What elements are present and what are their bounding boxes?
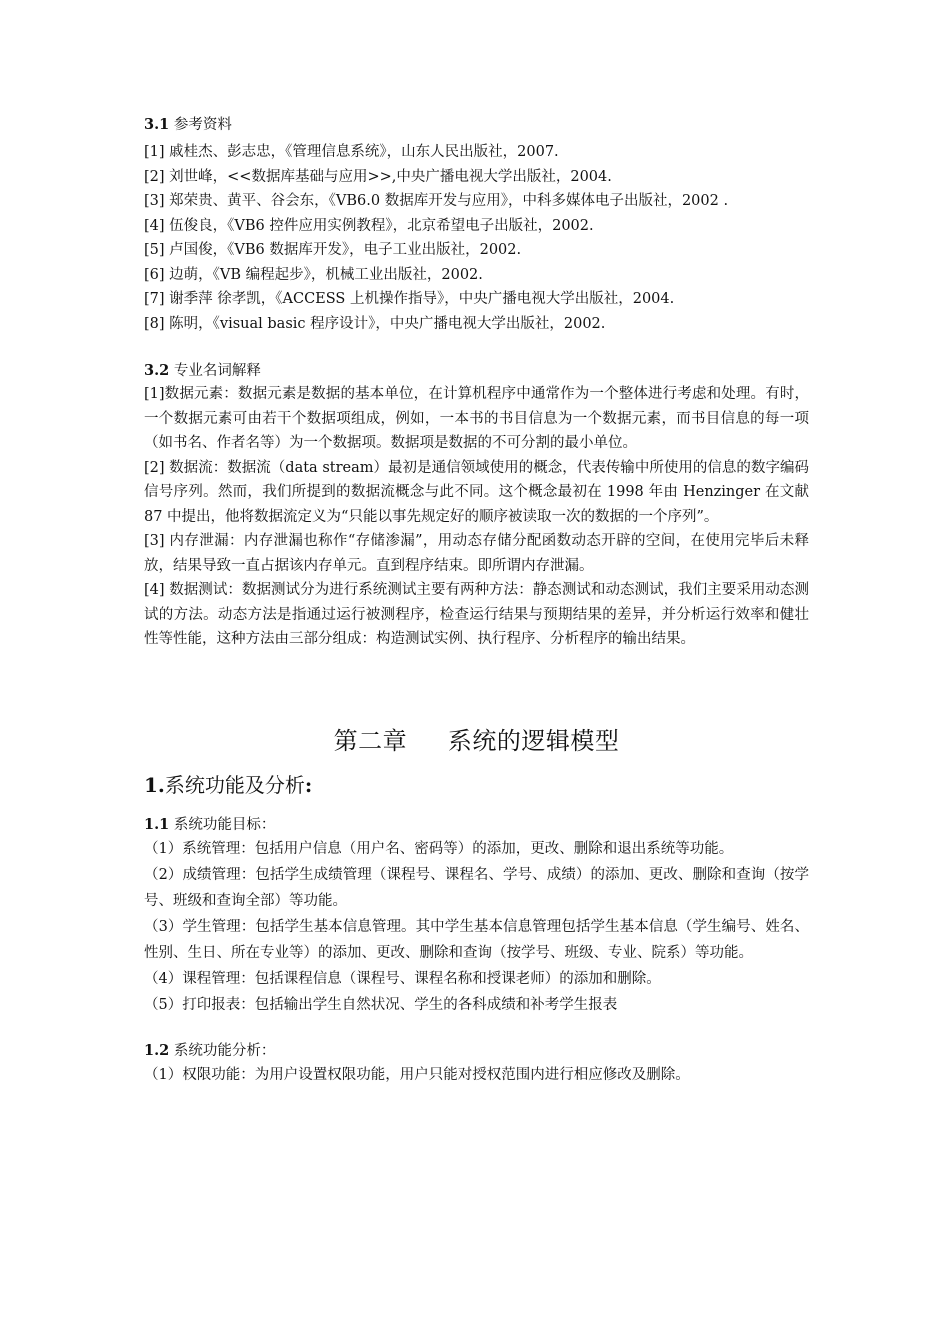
goals-heading-number: 1.1 (144, 815, 170, 833)
terms-heading-text: 专业名词解释 (169, 363, 261, 379)
section-heading-number: 1. (144, 772, 165, 797)
term-definition: [2] 数据流：数据流（data stream）最初是通信领域使用的概念，代表传输中所使用的信息的数字编码信号序列。然而，我们所提到的数据流概念与此不同。这个概念最初在 1998 年由 Henzinger 在文献 87 中提出，他将数据流定义为“只能以事先规定好的顺序被读取一次的数据的一个序列”。 (144, 459, 809, 525)
reference-item: [3] 郑荣贵、黄平、谷会东，《VB6.0 数据库开发与应用》，中科多媒体电子出版社，2002 . (144, 193, 729, 209)
goal-item: （5）打印报表：包括输出学生自然状况、学生的各科成绩和补考学生报表 (144, 996, 618, 1013)
chapter-title: 第二章 系统的逻辑模型 (333, 726, 620, 755)
section-heading-text: 系统功能及分析 (164, 772, 305, 797)
analysis-heading (144, 1040, 809, 1062)
reference-item: [7] 谢季萍 徐孝凯，《ACCESS 上机操作指导》，中央广播电视大学出版社，2004. (144, 291, 675, 307)
reference-item: [5] 卢国俊，《VB6 数据库开发》，电子工业出版社，2002. (144, 242, 522, 258)
reference-item: [1] 戚桂杰、彭志忠，《管理信息系统》，山东人民出版社，2007. (144, 144, 559, 160)
reference-item: [6] 边萌，《VB 编程起步》，机械工业出版社，2002. (144, 266, 483, 283)
reference-item: [2] 刘世峰，<<数据库基础与应用>>,中央广播电视大学出版社，2004. (144, 168, 612, 185)
terms-heading (144, 360, 809, 382)
analysis-list (144, 1062, 809, 1088)
section-heading-colon: : (304, 772, 313, 797)
goal-item: （2）成绩管理：包括学生成绩管理（课程号、课程名、学号、成绩）的添加、更改、删除和查询（按学号、班级和查询全部）等功能。 (144, 866, 809, 909)
reference-item: [4] 伍俊良，《VB6 控件应用实例教程》，北京希望电子出版社，2002. (144, 217, 594, 234)
goals-heading-text: 系统功能目标： (169, 816, 276, 833)
document-page (144, 114, 809, 1088)
references-heading-text: 参考资料 (169, 117, 232, 133)
terms-heading-number: 3.2 (144, 362, 170, 379)
goal-item: （4）课程管理：包括课程信息（课程号、课程名称和授课老师）的添加和删除。 (144, 970, 661, 987)
analysis-heading-number: 1.2 (144, 1041, 170, 1059)
goals-list (144, 836, 809, 1018)
goal-item: （3）学生管理：包括学生基本信息管理。其中学生基本信息管理包括学生基本信息（学生编号、姓名、性别、生日、所在专业等）的添加、更改、删除和查询（按学号、班级、专业、院系）等功能。 (144, 918, 809, 961)
term-definition: [3] 内存泄漏：内存泄漏也称作“存储渗漏”，用动态存储分配函数动态开辟的空间，在使用完毕后未释放，结果导致一直占据该内存单元。直到程序结束。即所谓内存泄漏。 (144, 533, 809, 574)
analysis-heading-text: 系统功能分析： (169, 1042, 276, 1059)
references-heading (144, 114, 809, 136)
reference-item: [8] 陈明，《visual basic 程序设计》，中央广播电视大学出版社，2002. (144, 315, 606, 332)
term-definition: [4] 数据测试：数据测试分为进行系统测试主要有两种方法：静态测试和动态测试，我们主要采用动态测试的方法。动态方法是指通过运行被测程序，检查运行结果与预期结果的差异，并分析运行效率和健壮性等性能，这种方法由三部分组成：构造测试实例、执行程序、分析程序的输出结果。 (144, 582, 809, 647)
goals-heading (144, 814, 809, 836)
section-heading (144, 770, 809, 800)
references-heading-number: 3.1 (144, 116, 170, 133)
terms-list (144, 382, 809, 652)
analysis-item: （1）权限功能：为用户设置权限功能，用户只能对授权范围内进行相应修改及删除。 (144, 1066, 690, 1083)
term-definition: [1]数据元素：数据元素是数据的基本单位，在计算机程序中通常作为一个整体进行考虑和处理。有时，一个数据元素可由若干个数据项组成，例如，一本书的书目信息为一个数据元素，而书目信息的每一项（如书名、作者名等）为一个数据项。数据项是数据的不可分割的最小单位。 (144, 386, 809, 451)
goal-item: （1）系统管理：包括用户信息（用户名、密码等）的添加，更改、删除和退出系统等功能。 (144, 840, 734, 857)
reference-list (144, 140, 809, 336)
